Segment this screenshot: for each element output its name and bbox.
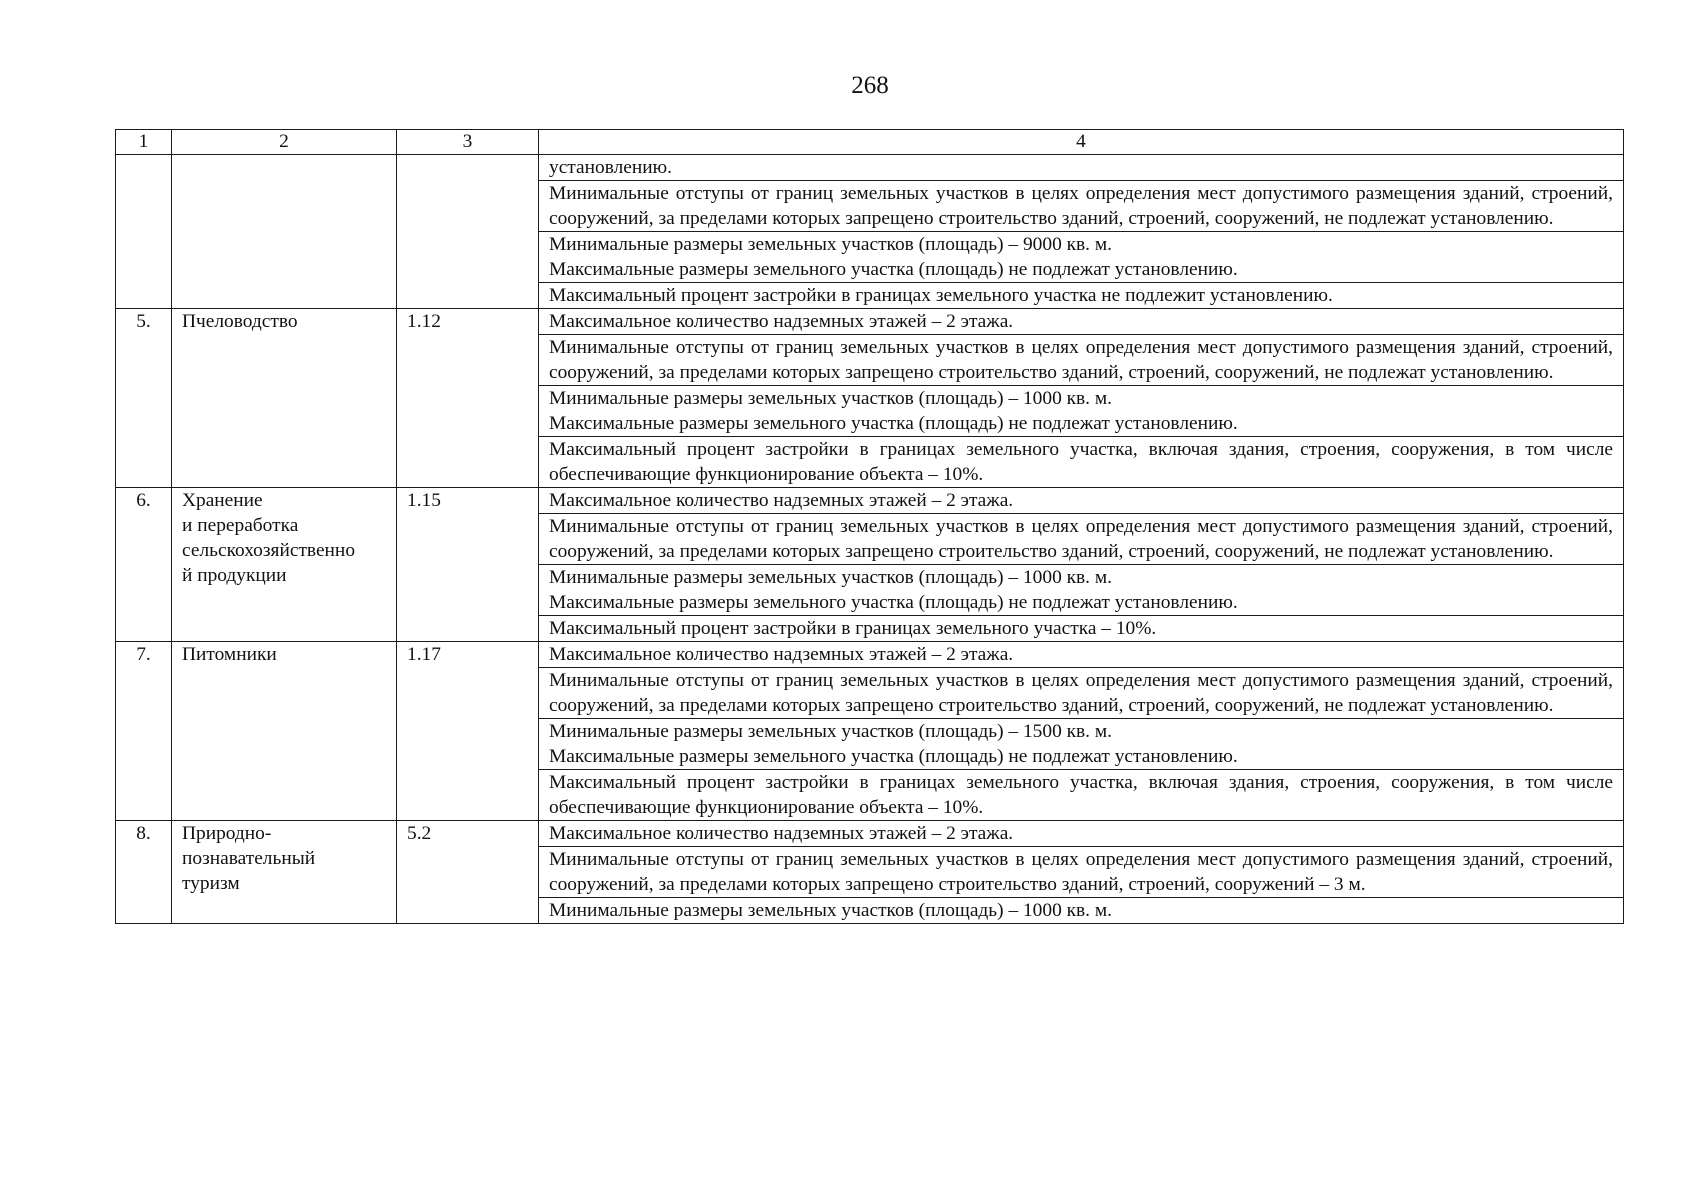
- parameter-text: Максимальный процент застройки в границах земельного участка, включая здания, строения, сооружения, в том числе обеспечивающие функционирование объекта – 10%.: [549, 439, 1613, 485]
- row-code-cell: 1.12: [397, 309, 539, 488]
- row-name-cell: [172, 488, 397, 642]
- parameter-text: Максимальное количество надземных этажей – 2 этажа.: [549, 311, 1014, 332]
- parameter-text: Минимальные размеры земельных участков (площадь) – 9000 кв. м.: [549, 234, 1112, 255]
- parameter-text: Максимальные размеры земельного участка (площадь) не подлежат установлению.: [549, 413, 1238, 434]
- row-name-line: й продукции: [182, 565, 287, 586]
- row-number-cell: 8.: [116, 821, 172, 924]
- header-cell: 4: [539, 130, 1624, 155]
- row-name-line: туризм: [182, 873, 240, 894]
- row-name-line: сельскохозяйственно: [182, 540, 356, 561]
- parameter-cell: [539, 437, 1624, 488]
- row-name-line: Хранение: [182, 490, 263, 511]
- row-name-cell: [172, 821, 397, 924]
- page-number: 268: [851, 72, 889, 99]
- parameter-text: Минимальные размеры земельных участков (площадь) – 1000 кв. м.: [549, 388, 1112, 409]
- row-name-line: познавательный: [182, 848, 316, 869]
- row-name-line: Пчеловодство: [182, 311, 298, 332]
- parameter-text: Максимальное количество надземных этажей – 2 этажа.: [549, 823, 1014, 844]
- parameter-cell: [539, 309, 1624, 335]
- parameter-cell: [539, 488, 1624, 514]
- parameter-cell: [539, 616, 1624, 642]
- table-row: [116, 821, 1624, 847]
- parameter-cell: [539, 668, 1624, 719]
- parameter-text: Минимальные отступы от границ земельных участков в целях определения мест допустимого размещения зданий, строений, сооружений, за пределами которых запрещено строительство зданий, строений, сооружений, не подлежат установлению.: [549, 337, 1613, 383]
- parameter-cell: [539, 898, 1624, 924]
- parameter-cell: [539, 821, 1624, 847]
- table-row: [116, 309, 1624, 335]
- parameter-text: Максимальное количество надземных этажей – 2 этажа.: [549, 644, 1014, 665]
- parameter-text: Минимальные размеры земельных участков (площадь) – 1500 кв. м.: [549, 721, 1112, 742]
- table-row: [116, 155, 1624, 181]
- row-code-cell: 1.17: [397, 642, 539, 821]
- table-header-row: [116, 130, 1624, 155]
- row-name-cell: [172, 309, 397, 488]
- table-row: [116, 642, 1624, 668]
- row-code-cell: [397, 155, 539, 309]
- parameter-text: Минимальные размеры земельных участков (площадь) – 1000 кв. м.: [549, 567, 1112, 588]
- parameter-cell: [539, 155, 1624, 181]
- parameter-cell: [539, 514, 1624, 565]
- row-number-cell: 6.: [116, 488, 172, 642]
- parameter-text: Минимальные размеры земельных участков (площадь) – 1000 кв. м.: [549, 900, 1112, 921]
- parameter-text: Максимальные размеры земельного участка (площадь) не подлежат установлению.: [549, 592, 1238, 613]
- parameter-cell: [539, 283, 1624, 309]
- parameter-text: Максимальное количество надземных этажей – 2 этажа.: [549, 490, 1014, 511]
- row-code-cell: 1.15: [397, 488, 539, 642]
- parameter-text: установлению.: [549, 157, 672, 178]
- parameter-text: Максимальные размеры земельного участка (площадь) не подлежат установлению.: [549, 746, 1238, 767]
- parameter-text: Минимальные отступы от границ земельных участков в целях определения мест допустимого размещения зданий, строений, сооружений, за пределами которых запрещено строительство зданий, строений, сооружений, не подлежат установлению.: [549, 183, 1613, 229]
- parameter-text: Максимальный процент застройки в границах земельного участка не подлежит установлению.: [549, 285, 1333, 306]
- parameter-text: Минимальные отступы от границ земельных участков в целях определения мест допустимого размещения зданий, строений, сооружений, за пределами которых запрещено строительство зданий, строений, сооружений, не подлежат установлению.: [549, 670, 1613, 716]
- parameter-cell: [539, 335, 1624, 386]
- parameter-cell: [539, 642, 1624, 668]
- row-number-cell: 7.: [116, 642, 172, 821]
- parameter-text: Максимальные размеры земельного участка (площадь) не подлежат установлению.: [549, 259, 1238, 280]
- table-row: [116, 488, 1624, 514]
- header-cell: 1: [116, 130, 172, 155]
- parameter-cell: [539, 232, 1624, 283]
- row-number-cell: 5.: [116, 309, 172, 488]
- row-name-cell: [172, 155, 397, 309]
- row-name-cell: [172, 642, 397, 821]
- parameter-text: Максимальный процент застройки в границах земельного участка, включая здания, строения, сооружения, в том числе обеспечивающие функционирование объекта – 10%.: [549, 772, 1613, 818]
- parameter-cell: [539, 565, 1624, 616]
- parameter-cell: [539, 719, 1624, 770]
- regulations-table: [115, 129, 1624, 924]
- row-code-cell: 5.2: [397, 821, 539, 924]
- row-name-line: Питомники: [182, 644, 277, 665]
- parameter-text: Минимальные отступы от границ земельных участков в целях определения мест допустимого размещения зданий, строений, сооружений, за пределами которых запрещено строительство зданий, строений, сооружений, не подлежат установлению.: [549, 516, 1613, 562]
- parameter-cell: [539, 386, 1624, 437]
- parameter-text: Максимальный процент застройки в границах земельного участка – 10%.: [549, 618, 1157, 639]
- parameter-text: Минимальные отступы от границ земельных участков в целях определения мест допустимого размещения зданий, строений, сооружений, за пределами которых запрещено строительство зданий, строений, сооружений – 3 м.: [549, 849, 1613, 895]
- row-name-line: Природно-: [182, 823, 272, 844]
- parameter-cell: [539, 181, 1624, 232]
- header-cell: 2: [172, 130, 397, 155]
- parameter-cell: [539, 770, 1624, 821]
- header-cell: 3: [397, 130, 539, 155]
- row-name-line: и переработка: [182, 515, 299, 536]
- row-number-cell: [116, 155, 172, 309]
- parameter-cell: [539, 847, 1624, 898]
